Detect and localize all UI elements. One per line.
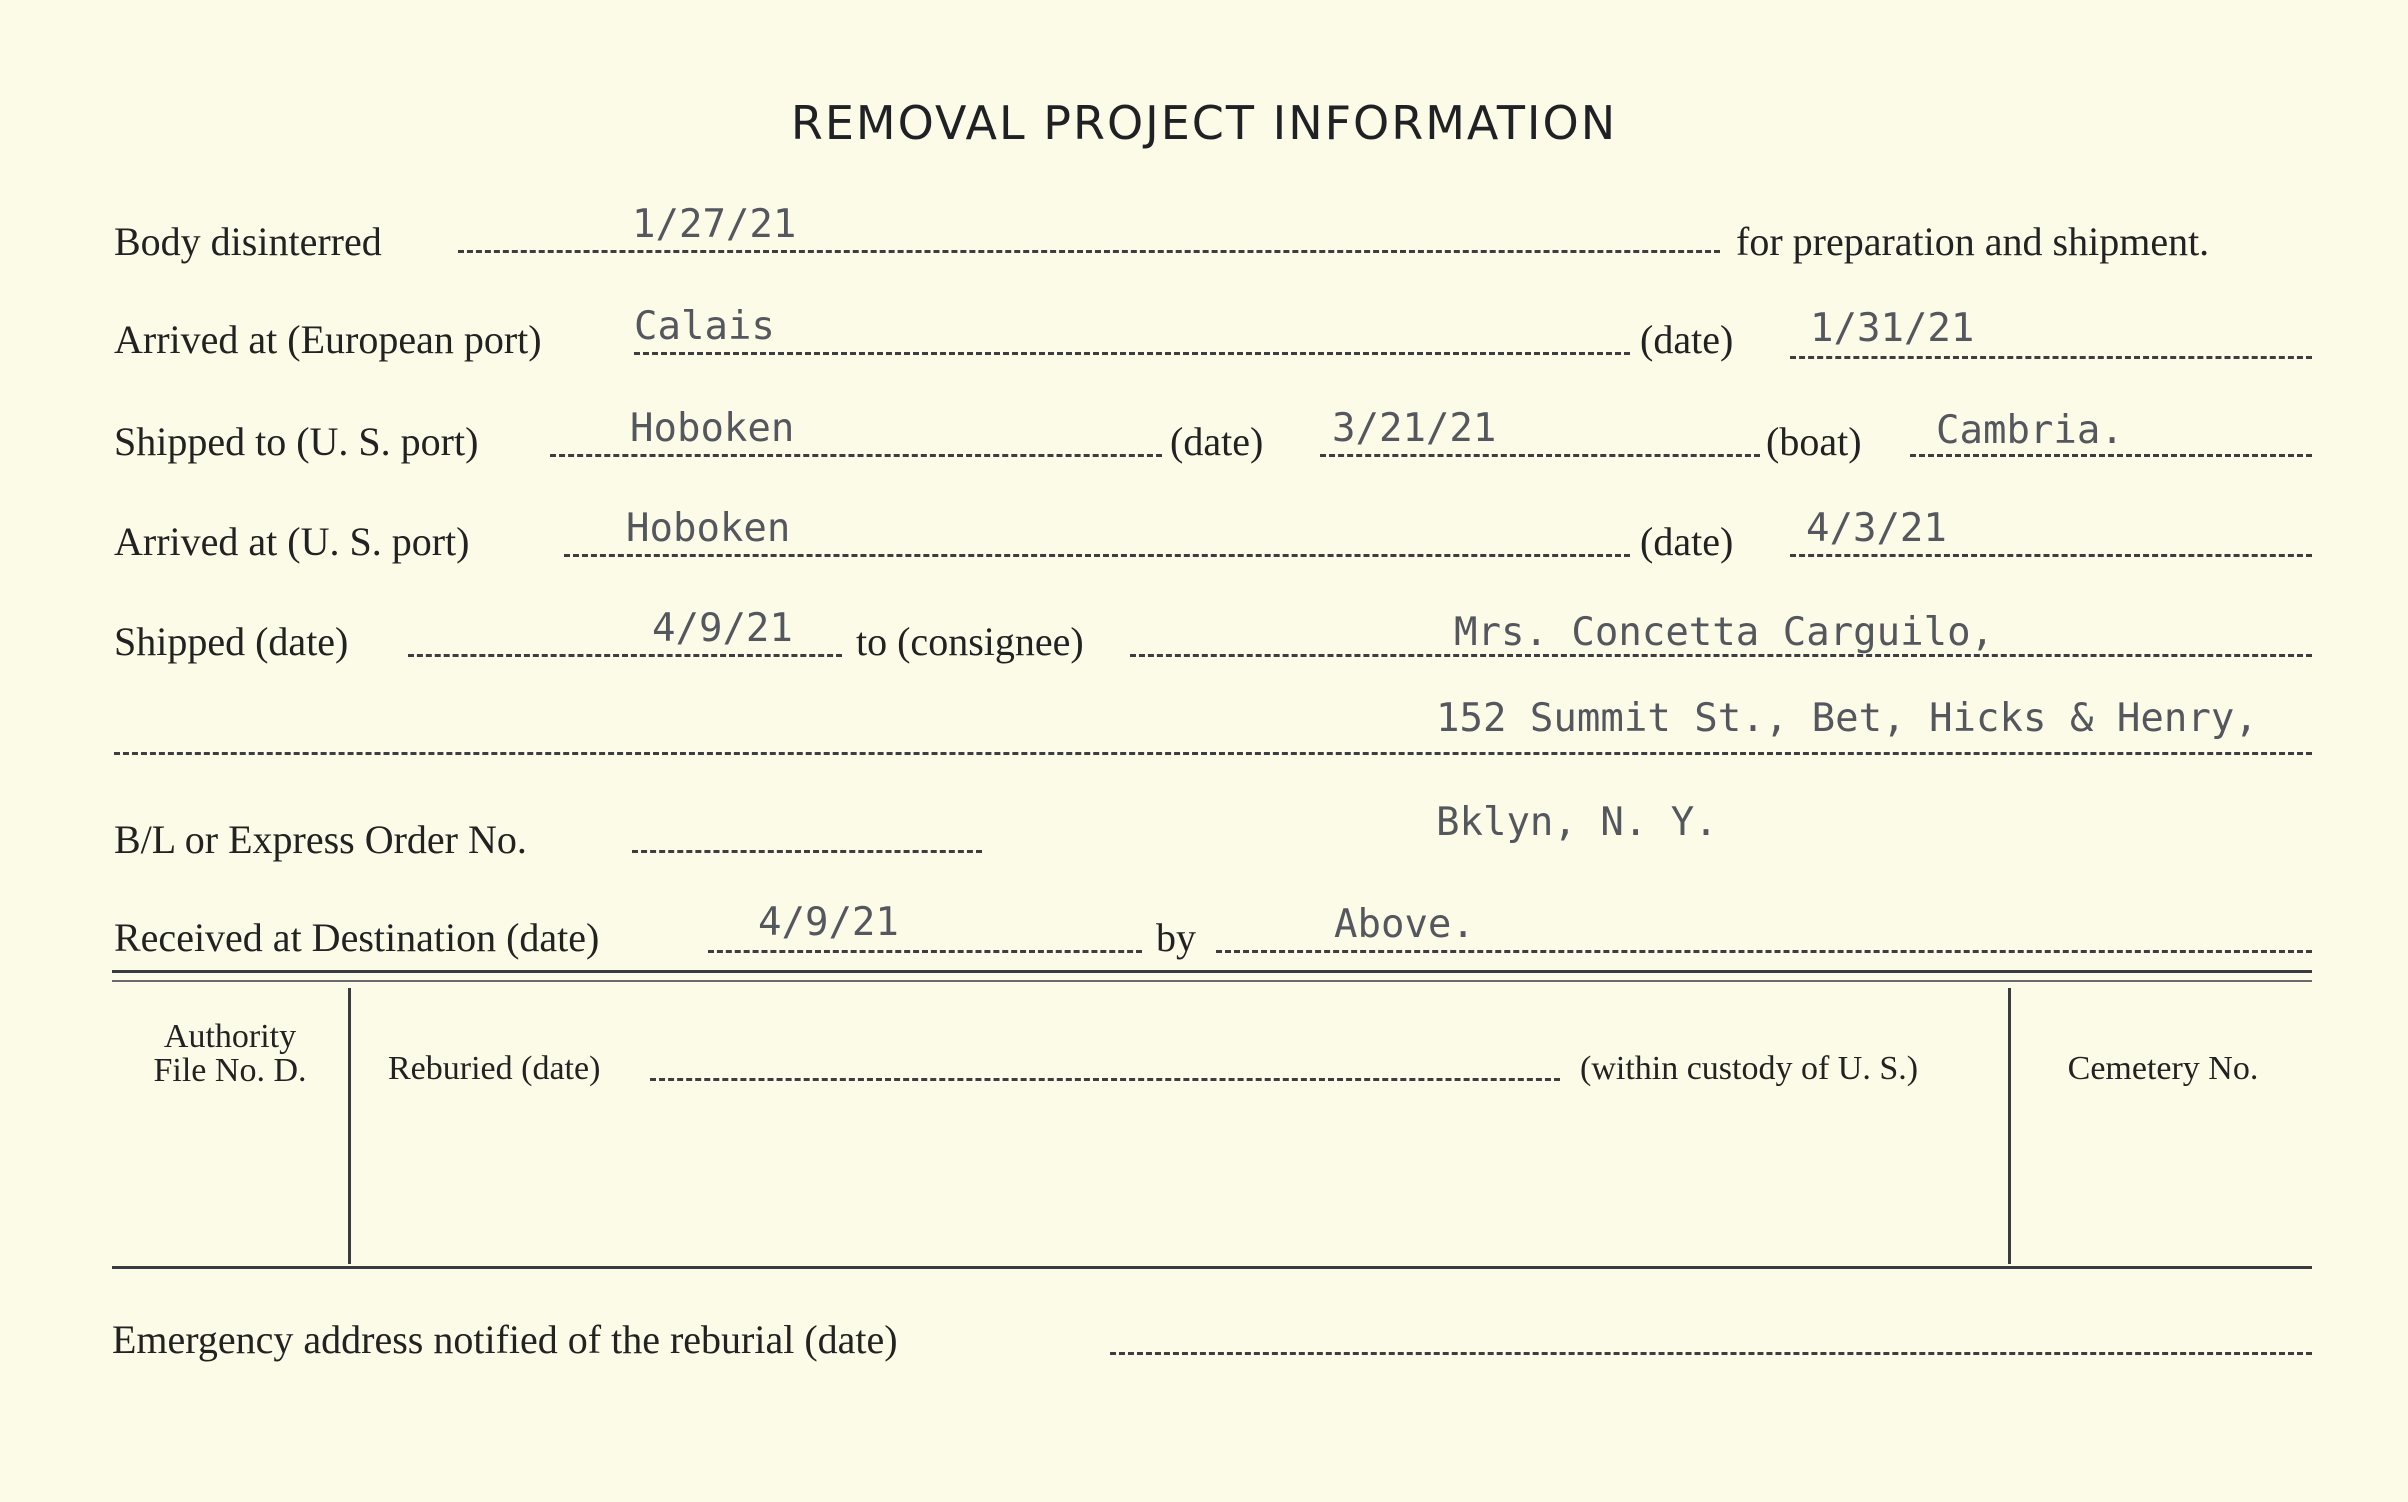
for-preparation-label: for preparation and shipment. [1736,219,2210,264]
us-port-arrived-line [564,554,1630,557]
european-date-label: (date) [1640,317,1734,362]
emergency-label: Emergency address notified of the reburial (date) [112,1317,898,1362]
authority-label-1: Authority [163,1018,297,1055]
boat-value: Cambria. [1936,408,2124,453]
consignee-address-line [114,752,2312,755]
reburied-label: Reburied (date) [388,1050,601,1087]
us-port-shipped-value: Hoboken [630,406,795,451]
european-port-value: Calais [634,304,775,349]
reburied-line [650,1078,1560,1081]
shipped-date-label: (date) [1170,419,1264,464]
custody-label: (within custody of U. S.) [1580,1050,1919,1087]
section-rule-bottom [112,980,2312,982]
received-by-line [1216,950,2312,953]
arrived-european-label: Arrived at (European port) [114,317,542,362]
us-port-shipped-line [550,454,1162,457]
us-date-line [1790,554,2312,557]
received-by-value: Above. [1334,902,1475,947]
shipped-consignee-date-label: Shipped (date) [114,619,349,664]
cemetery-label: Cemetery No. [2067,1050,2259,1087]
boat-label: (boat) [1766,419,1862,464]
us-arrival-date-value: 4/3/21 [1806,506,1947,551]
consignee-address-line2-value: Bklyn, N. Y. [1436,800,1718,845]
emergency-line [1110,1352,2312,1355]
shipped-date-value: 3/21/21 [1332,406,1497,451]
body-disinterred-label: Body disinterred [114,219,382,264]
received-by-label: by [1156,915,1196,960]
european-port-line [634,352,1630,355]
bl-order-line [632,850,982,853]
section-rule-top [112,970,2312,973]
section-rule-close [112,1266,2312,1269]
us-port-arrived-value: Hoboken [626,506,791,551]
boat-line [1910,454,2312,457]
us-date-label: (date) [1640,519,1734,564]
received-date-line [708,950,1142,953]
disinterred-date-value: 1/27/21 [632,202,797,247]
received-date-value: 4/9/21 [758,900,899,945]
body-disinterred-line [458,250,1720,253]
consignee-address-line1-value: 152 Summit St., Bet, Hicks & Henry, [1436,696,2258,741]
european-arrival-date-value: 1/31/21 [1810,306,1975,351]
shipped-consignee-date-value: 4/9/21 [652,606,793,651]
arrived-us-label: Arrived at (U. S. port) [114,519,470,564]
shipped-consignee-date-line [408,654,842,657]
received-label: Received at Destination (date) [114,915,600,960]
to-consignee-label: to (consignee) [856,619,1084,664]
shipped-date-line [1320,454,1760,457]
form-title: REMOVAL PROJECT INFORMATION [790,96,1618,150]
bl-order-label: B/L or Express Order No. [114,817,527,862]
authority-label-2: File No. D. [153,1052,307,1089]
column-divider-right [2008,988,2011,1264]
consignee-name-value: Mrs. Concetta Carguilo, [1454,610,1995,655]
column-divider-left [348,988,351,1264]
european-date-line [1790,356,2312,359]
shipped-to-us-label: Shipped to (U. S. port) [114,419,479,464]
